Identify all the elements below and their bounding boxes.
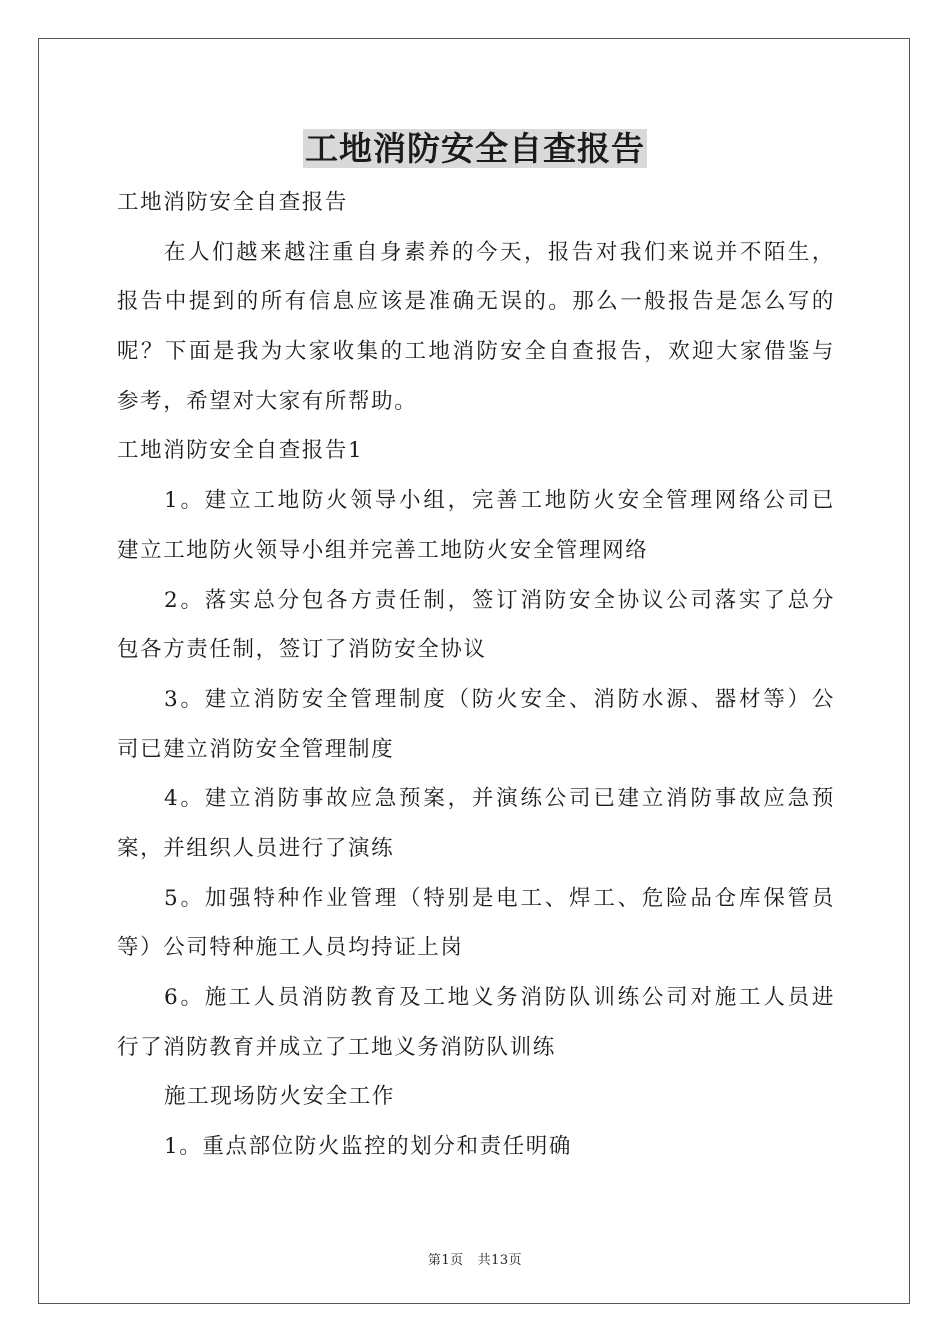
list-item-line: 行了消防教育并成立了工地义务消防队训练 [117, 1034, 556, 1060]
paragraph-line: 报告中提到的所有信息应该是准确无误的。那么一般报告是怎么写的 [117, 289, 835, 315]
list-item-line: 包各方责任制，签订了消防安全协议 [117, 637, 487, 663]
list-item-line: 建立工地防火领导小组并完善工地防火安全管理网络 [117, 537, 649, 563]
list-item-line: 案，并组织人员进行了演练 [117, 835, 395, 861]
list-item-line: 司已建立消防安全管理制度 [117, 736, 395, 762]
page-total: 共13页 [477, 1253, 523, 1268]
subtitle-line: 工地消防安全自查报告 [117, 190, 349, 215]
page-footer [0, 1249, 950, 1268]
paragraph-line: 呢？下面是我为大家收集的工地消防安全自查报告，欢迎大家借鉴与 [117, 339, 835, 365]
list-item-line: 1。建立工地防火领导小组，完善工地防火安全管理网络公司已 [164, 488, 835, 514]
section-heading: 工地消防安全自查报告1 [117, 438, 364, 464]
subsection-heading: 施工现场防火安全工作 [164, 1084, 396, 1110]
list-item-line: 1。重点部位防火监控的划分和责任明确 [164, 1134, 572, 1160]
document-title-text: 工地消防安全自查报告 [305, 129, 645, 168]
list-item-line: 2。落实总分包各方责任制，签订消防安全协议公司落实了总分 [164, 587, 835, 613]
paragraph-line: 参考，希望对大家有所帮助。 [117, 388, 418, 414]
list-item-line: 6。施工人员消防教育及工地义务消防队训练公司对施工人员进 [164, 985, 835, 1010]
list-item-line: 4。建立消防事故应急预案，并演练公司已建立消防事故应急预 [164, 786, 835, 812]
list-item-line: 等）公司特种施工人员均持证上岗 [117, 935, 464, 961]
document-title [0, 126, 950, 172]
list-item-line: 5。加强特种作业管理（特别是电工、焊工、危险品仓库保管员 [164, 885, 835, 911]
document-body [117, 178, 835, 1172]
paragraph-line: 在人们越来越注重自身素养的今天，报告对我们来说并不陌生， [164, 239, 835, 265]
list-item-line: 3。建立消防安全管理制度（防火安全、消防水源、器材等）公 [164, 686, 835, 712]
page-number: 第1页 [427, 1253, 464, 1268]
